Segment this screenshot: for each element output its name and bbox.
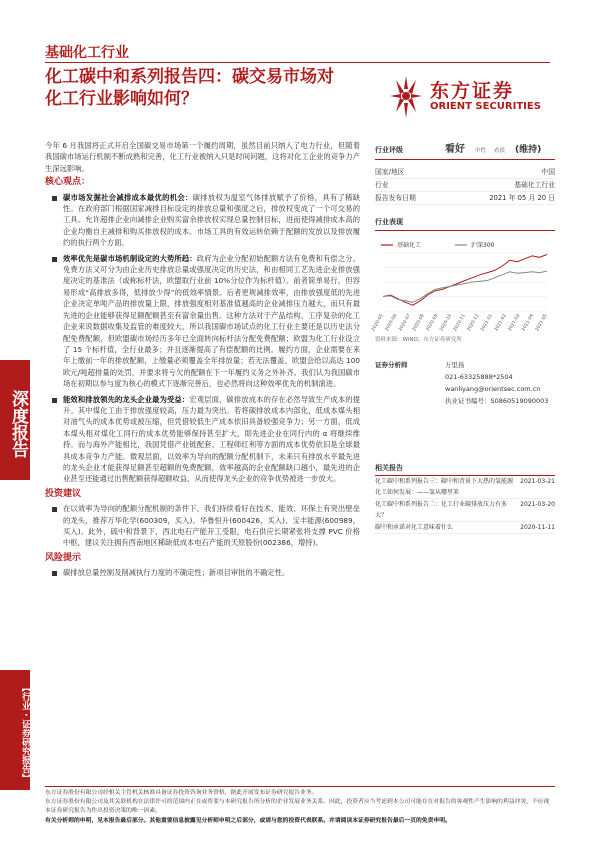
- orient-logo-icon: [388, 74, 424, 120]
- invest-text: 在以效率为导向的配额分配机制的条件下，我们持续看好在技术、能效、环保上有突出壁垒的龙头，推荐万华化学(600309，买入)、华鲁恒升(600426，买入)、宝丰能源(600989，买入)。此外，硫中和背景下，西北电石产能开工受限，电石供应长期紧张将支撑 PVC 价格中枢，建议关注拥有西南地区稀缺低成本电石产能的天原股份(002386，增持)。: [63, 504, 360, 548]
- rating-option-neutral: 中性: [475, 148, 487, 154]
- info-key: 报告发布日期: [375, 194, 416, 202]
- performance-chart: [370, 231, 555, 333]
- bullet-3-title: 能效和排放领先的龙头企业最为受益：: [63, 394, 190, 404]
- analyst-cert: 执业证书编号：S0860519090003: [445, 397, 549, 405]
- report-title: 化工碳中和系列报告四：碳交易市场对化工行业影响如何？: [45, 67, 334, 109]
- bullet-2: [45, 253, 360, 390]
- x-tick-label: 2020-09: [425, 313, 440, 333]
- x-tick-label: 2020-10: [439, 313, 454, 333]
- risk-text: 碳排放总量控制及削减执行力度的不确定性；新项目审批的不确定性。: [63, 568, 290, 578]
- x-tick-label: 2020-12: [466, 313, 481, 333]
- footer-line-2: 东方证券股份有限公司及其关联机构在法律许可的范围内正在或将要与本研究报告所分析的企业发展业务关系。因此，投资者应当考虑到本公司可能存在对报告的客观性产生影响的利益冲突，不应视本证券研究报告为作出投资决策的唯一因素。: [45, 799, 550, 814]
- related-report[interactable]: [375, 499, 555, 522]
- x-tick-label: 2021-03: [507, 313, 522, 333]
- related-report-title[interactable]: 碳中和承诺对化工意味着什么: [375, 524, 454, 531]
- x-tick-label: 2021-05: [534, 313, 549, 333]
- bullet-2-title: 效率优先是碳市场机制设定的大势所趋：: [63, 253, 197, 263]
- info-row: [375, 166, 555, 179]
- info-row: [375, 179, 555, 192]
- intro-paragraph: 今年 6 月我国将正式开启全国碳交易市场第一个履约周期，虽然目前只纳入了电力行业，但随着我国碳市场运行机制不断成熟和完善，化工行业被纳入只是时间问题，这将对化工企业的竞争力产生深远影响。: [45, 141, 360, 173]
- footer: [45, 786, 555, 826]
- related-report-title[interactable]: 化工碳中和系列报告二：化工行业碳排放压力有多大？: [375, 501, 508, 519]
- x-tick-label: 2020-05: [370, 313, 385, 333]
- x-tick-label: 2021-01: [480, 313, 495, 333]
- rating-row: [375, 140, 555, 160]
- core-title: 核心观点：: [45, 177, 91, 188]
- info-row: [375, 192, 555, 205]
- analyst-phone: 021-63325888*2504: [445, 373, 513, 381]
- bullet-3: [45, 394, 360, 485]
- footer-line-1: 东方证券股份有限公司经相关主管机关核准具备证券投资咨询业务资格，据此开展发布证券研究报告业务。: [45, 790, 318, 796]
- x-tick-label: 2021-04: [521, 313, 536, 333]
- x-tick-label: 2021-02: [493, 313, 508, 333]
- analyst-email[interactable]: wanliyang@orientsec.com.cn: [445, 385, 541, 393]
- related-report-date: 2021-03-21: [520, 478, 555, 485]
- bullet-1-title: 碳市场发掘社会减排成本最优的机会：: [63, 192, 193, 202]
- info-value: 2021 年 05 月 20 日: [489, 194, 555, 202]
- x-tick-label: 2020-06: [384, 313, 399, 333]
- related-report[interactable]: [375, 476, 555, 499]
- side-tab-report-type: 【行业 · 证券研究报告】: [0, 670, 30, 790]
- rating-option-bearish: 看淡: [494, 148, 506, 154]
- related-report-date: 2020-11-11: [520, 524, 555, 531]
- series-line-1: [383, 255, 547, 306]
- analyst-name: 万里扬: [445, 361, 465, 369]
- related-report[interactable]: [375, 522, 555, 534]
- logo-text-en: ORIENT SECURITIES: [430, 101, 541, 112]
- info-key: 国家/地区: [375, 168, 405, 176]
- x-tick-label: 2020-07: [398, 313, 413, 333]
- header-divider: [45, 62, 550, 63]
- legend-label-1: 基础化工: [397, 242, 422, 249]
- bullet-1-text: 碳排放权为温室气体排放赋予了价格，具有了稀缺性。在政府部门根据国家减排目标设定的排放总量和强度之后，排放权变成了一个可交易的工具。允许超排企业向减排企业购买富余排放权实现总量控制目标，进而使得减排成本高的企业均衡自主减排和购买排放权的成本。市场工具的有效运转依赖于配额的发放以及排放履约的执行两个方面。: [63, 192, 361, 248]
- rating-hold: (维持): [515, 145, 542, 155]
- risk-bullet: [45, 567, 360, 578]
- rating-value: 看好: [445, 144, 465, 155]
- legend-label-2: 沪深300: [471, 242, 495, 249]
- report-category: 基础化工行业: [45, 45, 129, 61]
- rating-label: 行业评级: [375, 146, 403, 154]
- related-report-title[interactable]: 化工碳中和系列报告三：碳中和背景下大热的氢能源化工如何发展：——氢从哪里来: [375, 478, 514, 496]
- footer-line-3: 有关分析师的申明，见本报告最后部分。其他重要信息披露见分析师申明之后部分，或请与您的投资代表联系。并请阅读本证券研究报告最后一页的免责申明。: [45, 818, 451, 824]
- side-panel: [370, 140, 555, 534]
- side-tab-deep-report: 深度报告: [0, 360, 30, 480]
- analyst-block: [375, 359, 555, 407]
- bullet-1: [45, 192, 360, 249]
- bullet-3-text: 宏观层面，碳排放成本的存在必然导致生产成本的提升。其中煤化工由于排放强度较高，压力最为突出。若将碳排放成本内部化，低成本煤头相对油气头的成本优势或被压缩，但凭借较低生产成本依旧具备较强竞争力；另一方面，低成本煤头相对煤化工同行的成本优势能够保持甚至扩大，即先进企业在同行内的 α 将继续维持。而与海外产能相比，我国凭借产业链配套、工程师红利等方面的成本优势依旧是全球最具成本竞争力产能。微观层面，以效率为导向的配额分配机制下，未来只有排放水平最先进的龙头企业才能获得足额甚至超额的免费配额，效率越高的企业配额缺口越小，最先进的企业甚至还能通过出售配额获得超额收益，从而使得龙头企业的竞争优势被进一步放大。: [63, 394, 360, 484]
- main-content: [45, 140, 360, 583]
- related-report-date: 2021-03-20: [520, 501, 555, 508]
- info-key: 行业: [375, 181, 389, 189]
- series-line-2: [383, 271, 547, 302]
- chart-source: 资料来源：WIND、东方证券研究所: [375, 337, 462, 343]
- logo-text-cn: 东方证券: [430, 80, 515, 102]
- risk-title: 风险提示: [45, 552, 82, 563]
- info-value: 中国: [541, 168, 555, 176]
- x-tick-label: 2020-11: [452, 313, 467, 333]
- x-tick-label: 2020-08: [411, 313, 426, 333]
- related-reports-title: 相关报告: [375, 463, 555, 476]
- analyst-label: 证券分析师: [375, 361, 408, 369]
- invest-bullet: [45, 503, 360, 549]
- info-value: 基础化工行业: [514, 181, 555, 189]
- invest-title: 投资建议: [45, 488, 82, 499]
- bullet-2-text: 政府为企业分配初始配额方法有免费和有偿之分。免费方法又可分为由企业历史排放总量或强度决定的历史法，和由相同工艺先进企业排放强度决定的基准法（或称标杆法，欧盟取行业前 10%分位作为标杆值）。前者简单易行，但容易形成“高排放多得，低排放少得”的低效率情景。后者更规减排效率，由排放强度低的先进企业决定单吨产品的排放量上限，排放强度相对基准值越高的企业减排压力越大，而只有最先进的企业能够获得足额配额甚至有富余量出售。这种方法对于产品结构、工序复杂的化工企业来说数据收集及监管的难度较大，所以我国碳市场试点的化工行业主要还是以历史法分配免费配额，但欧盟碳市场经历多年已全面转向标杆法分配免费配额；欧盟为化工行业设立了 15 个标杆值，全行业最多；并且逐渐提高了有偿配额的比例。履约方面，企业需要在来年上缴前一年的排放配额，上缴量必须覆盖全年排放量；若无法覆盖，欧盟会给以高达 100 欧元/吨超排量的处罚，并要求将亏欠的配额在下一年履约义务之外补齐。我们认为我国碳市场在初期以参与度为核心的模式下逐渐完善后，也必然将向这种效率优先的机制演进。: [63, 253, 361, 389]
- chart-title: 行业表现: [375, 217, 555, 231]
